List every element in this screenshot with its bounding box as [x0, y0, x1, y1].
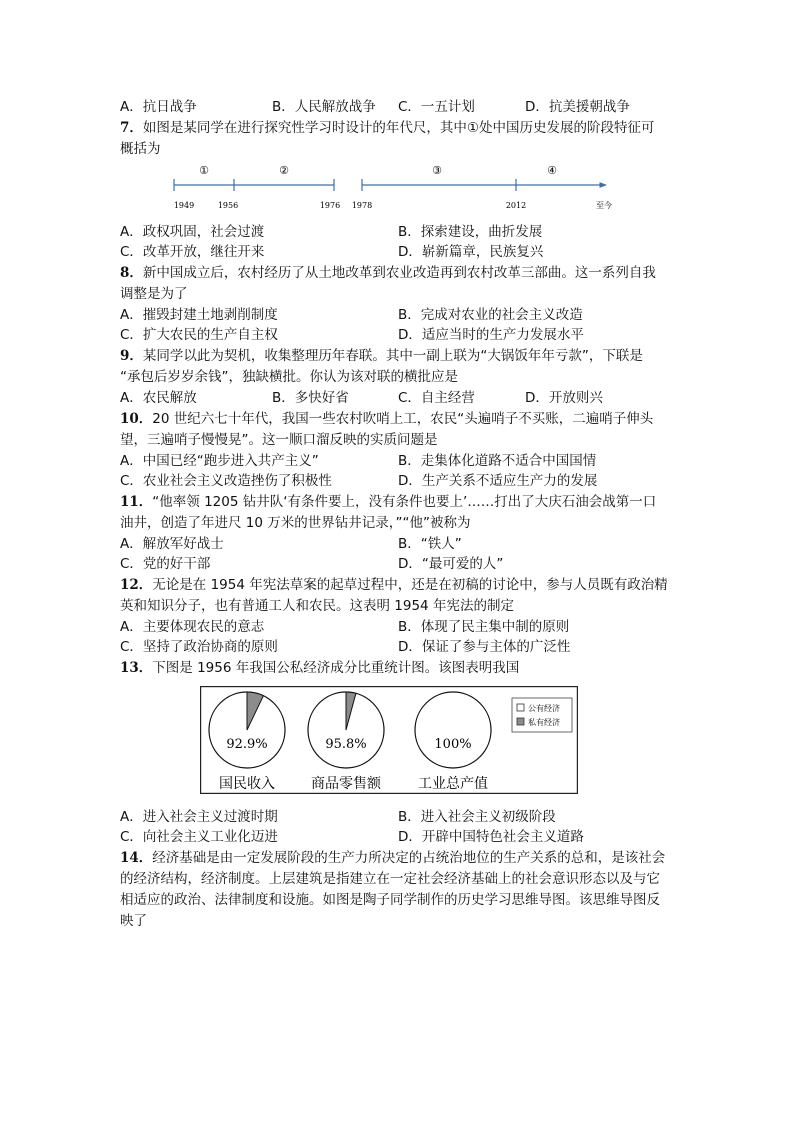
q10-stem-line2: 望，三遍哨子慢慢晃”。这一顺口溜反映的实质问题是 [120, 432, 438, 448]
q12-stem-line1 [120, 575, 668, 595]
timeline-year-1956: 1956 [217, 201, 239, 210]
q8-option-c[interactable]: C．扩大农民的生产自主权 [120, 327, 278, 343]
timeline-year-1978: 1978 [351, 201, 373, 210]
q9-option-c[interactable]: C．自主经营 [398, 390, 475, 406]
q7-stem-line2: 概括为 [120, 141, 161, 157]
q9-option-d[interactable]: D．开放则兴 [525, 390, 603, 406]
legend-swatch-private [517, 718, 524, 725]
q11-option-d[interactable]: D．“最可爱的人” [398, 556, 504, 572]
q14-stem-text: 经济基础是由一定发展阶段的生产力所决定的占统治地位的生产关系的总和，是该社会 [152, 850, 666, 866]
legend-label-public: 公有经济 [528, 704, 560, 713]
q14-stem-line4: 映了 [120, 913, 147, 929]
q9-stem-line2: “承包后岁岁余钱”，独缺横批。你认为该对联的横批应是 [120, 369, 458, 385]
q14-number: 14． [120, 850, 153, 866]
q6-option-b[interactable]: B．人民解放战争 [272, 99, 376, 115]
legend-swatch-public [517, 704, 524, 711]
q13-option-b[interactable]: B．进入社会主义初级阶段 [398, 809, 556, 825]
q14-stem-line1 [120, 848, 665, 868]
q10-stem-line1 [120, 409, 653, 429]
pie-retail-sales-title: 商品零售额 [311, 776, 381, 792]
q9-option-a[interactable]: A．农民解放 [120, 390, 197, 406]
pie-industrial-output-public-slice [415, 692, 491, 768]
q8-stem-line2: 调整是为了 [120, 286, 188, 302]
timeline-segment-2 [234, 179, 334, 191]
timeline-year-1976: 1976 [319, 201, 341, 210]
timeline-diagram [160, 160, 630, 216]
pie-national-income-value-label: 92.9% [226, 737, 268, 752]
q7-option-a[interactable]: A．政权巩固，社会过渡 [120, 224, 265, 240]
q9-stem-line1 [120, 346, 643, 366]
q8-option-d[interactable]: D．适应当时的生产力发展水平 [398, 327, 584, 343]
pie-industrial-output-value-label: 100% [434, 737, 472, 752]
q7-option-c[interactable]: C．改革开放，继往开来 [120, 244, 265, 260]
q9-option-b[interactable]: B．多快好省 [272, 390, 349, 406]
q12-option-a[interactable]: A．主要体现农民的意志 [120, 619, 265, 635]
q13-stem-line1 [120, 658, 519, 678]
q6-option-c[interactable]: C．一五计划 [398, 99, 475, 115]
chart-legend [512, 698, 572, 732]
q10-option-c[interactable]: C．农业社会主义改造挫伤了积极性 [120, 473, 332, 489]
q8-stem-text: 新中国成立后，农村经历了从土地改革到农业改造再到农村改革三部曲。这一系列自我 [142, 265, 656, 281]
pie-national-income-title: 国民收入 [219, 776, 275, 792]
q10-option-d[interactable]: D．生产关系不适应生产力的发展 [398, 473, 598, 489]
q13-option-c[interactable]: C．向社会主义工业化迈进 [120, 829, 278, 845]
timeline-label-2: ② [279, 164, 289, 177]
q7-number: 7． [120, 120, 143, 136]
pie-retail-sales-value-label: 95.8% [325, 737, 367, 752]
q12-option-b[interactable]: B．体现了民主集中制的原则 [398, 619, 570, 635]
timeline-label-4: ④ [547, 164, 557, 177]
timeline-segment-1 [174, 179, 234, 191]
timeline-label-1: ① [199, 164, 209, 177]
q7-stem-text: 如图是某同学在进行探究性学习时设计的年代尺，其中①处中国历史发展的阶段特征可 [142, 120, 655, 136]
q10-stem-text: 20 世纪六七十年代，我国一些农村吹哨上工，农民“头遍哨子不买账，二遍哨子伸头 [152, 411, 654, 427]
q13-option-d[interactable]: D．开辟中国特色社会主义道路 [398, 829, 584, 845]
q8-option-a[interactable]: A．摧毁封建土地剥削制度 [120, 307, 278, 323]
q7-stem-line1 [120, 118, 655, 138]
q6-option-d[interactable]: D．抗美援朝战争 [525, 99, 630, 115]
q13-number: 13． [120, 660, 153, 676]
q11-option-c[interactable]: C．党的好干部 [120, 556, 211, 572]
q14-stem-line3: 相适应的政治、法律制度和设施。如图是陶子同学制作的历史学习思维导图。该思维导图反 [120, 892, 660, 908]
timeline-segment-3 [362, 179, 516, 191]
q11-option-b[interactable]: B．“铁人” [398, 536, 462, 552]
q11-stem-line1 [120, 492, 656, 512]
q8-option-b[interactable]: B．完成对农业的社会主义改造 [398, 307, 583, 323]
timeline-year-2012: 2012 [505, 201, 527, 210]
q10-number: 10． [120, 411, 153, 427]
q11-option-a[interactable]: A．解放军好战士 [120, 536, 224, 552]
q12-option-d[interactable]: D．保证了参与主体的广泛性 [398, 639, 571, 655]
q14-stem-line2: 的经济结构，经济制度。上层建筑是指建立在一定社会经济基础上的社会意识形态以及与它 [120, 871, 660, 887]
q11-stem-line2: 油井，创造了年进尺 10 万米的世界钻井记录，”“他”被称为 [120, 515, 471, 531]
q7-option-d[interactable]: D．崭新篇章，民族复兴 [398, 244, 544, 260]
q12-stem-line2: 英和知识分子，也有普通工人和农民。这表明 1954 年宪法的制定 [120, 598, 514, 614]
timeline-year-1949: 1949 [173, 201, 195, 210]
q10-option-b[interactable]: B．走集体化道路不适合中国国情 [398, 453, 597, 469]
q13-option-a[interactable]: A．进入社会主义过渡时期 [120, 809, 278, 825]
q7-option-b[interactable]: B．探索建设，曲折发展 [398, 224, 543, 240]
legend-label-private: 私有经济 [528, 718, 560, 727]
q6-option-a[interactable]: A．抗日战争 [120, 99, 197, 115]
timeline-year-now: 至今 [596, 201, 612, 210]
pie-industrial-output-title: 工业总产值 [418, 776, 488, 792]
q11-stem-text: “他率领 1205 钻井队‘有条件要上，没有条件也要上’……打出了大庆石油会战第一口 [152, 494, 657, 510]
pie-chart-figure [200, 686, 578, 794]
q12-number: 12． [120, 577, 153, 593]
q12-stem-text: 无论是在 1954 年宪法草案的起草过程中，还是在初稿的讨论中，参与人员既有政治精 [152, 577, 668, 593]
q8-number: 8． [120, 265, 143, 281]
q13-stem-text: 下图是 1956 年我国公私经济成分比重统计图。该图表明我国 [152, 660, 520, 676]
q11-number: 11． [120, 494, 153, 510]
q9-stem-text: 某同学以此为契机，收集整理历年春联。其中一副上联为“大锅饭年年亏款”，下联是 [142, 348, 643, 364]
q10-option-a[interactable]: A．中国已经“跑步进入共产主义” [120, 453, 319, 469]
q9-number: 9． [120, 348, 143, 364]
timeline-label-3: ③ [432, 164, 442, 177]
q8-stem-line1 [120, 263, 656, 283]
q12-option-c[interactable]: C．坚持了政治协商的原则 [120, 639, 278, 655]
